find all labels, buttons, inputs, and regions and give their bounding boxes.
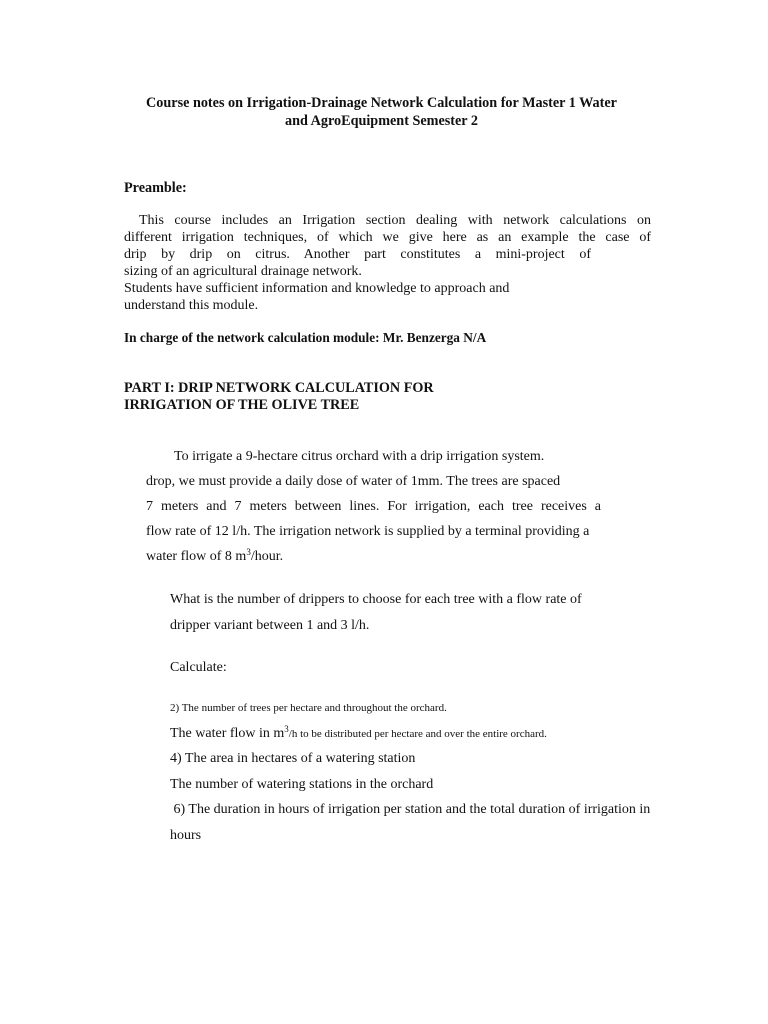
preamble-line: understand this module.	[124, 298, 259, 313]
document-title	[100, 94, 663, 130]
module-in-charge: In charge of the network calculation module: Mr. Benzerga N/A	[124, 330, 487, 345]
problem-line-unit: /hour.	[250, 549, 284, 564]
problem-line: To irrigate a 9-hectare citrus orchard with a drip irrigation system.	[174, 449, 545, 464]
superscript-3: 3	[246, 547, 251, 557]
question-item-4: 4) The area in hectares of a watering station	[170, 751, 416, 766]
part-1-heading-line-1: PART I: DRIP NETWORK CALCULATION FOR	[124, 380, 434, 396]
question-item-3-main: The water flow in m	[170, 726, 285, 741]
title-line-1: Course notes on Irrigation-Drainage Network Calculation for Master 1 Water	[146, 95, 617, 111]
preamble-line: Students have sufficient information and knowledge to approach and	[124, 281, 510, 296]
problem-line	[146, 548, 283, 565]
part-1-heading-line-2: IRRIGATION OF THE OLIVE TREE	[124, 397, 360, 413]
question-item-3	[170, 725, 547, 743]
part-1-heading	[124, 380, 434, 414]
question-line: What is the number of drippers to choose for each tree with a flow rate of	[170, 592, 582, 607]
preamble-line: This course includes an Irrigation section dealing with network calculations on	[139, 213, 651, 228]
title-line-2: and AgroEquipment Semester 2	[285, 113, 478, 129]
preamble-line: sizing of an agricultural drainage network.	[124, 264, 362, 279]
preamble-line: different irrigation techniques, of which we give here as an example the case of	[124, 230, 651, 245]
question-item-2: 2) The number of trees per hectare and throughout the orchard.	[170, 702, 447, 714]
calculate-label: Calculate:	[170, 660, 227, 675]
question-item-6: 6) The duration in hours of irrigation per station and the total duration of irrigation in	[170, 802, 651, 817]
question-item-5: The number of watering stations in the orchard	[170, 777, 434, 792]
problem-line: drop, we must provide a daily dose of water of 1mm. The trees are spaced	[146, 474, 561, 489]
question-item-6-continued: hours	[170, 828, 202, 843]
problem-line: flow rate of 12 l/h. The irrigation network is supplied by a terminal providing a	[146, 524, 590, 539]
problem-line: 7 meters and 7 meters between lines. For irrigation, each tree receives a	[146, 499, 601, 514]
question-line: dripper variant between 1 and 3 l/h.	[170, 618, 370, 633]
preamble-heading: Preamble:	[124, 180, 187, 196]
preamble-line: drip by drip on citrus. Another part constitutes a mini-project of	[124, 247, 591, 262]
superscript-3: 3	[284, 724, 289, 734]
problem-line-text: water flow of 8 m	[146, 549, 247, 564]
question-item-3-rest: /h to be distributed per hectare and over the entire orchard.	[288, 728, 547, 740]
